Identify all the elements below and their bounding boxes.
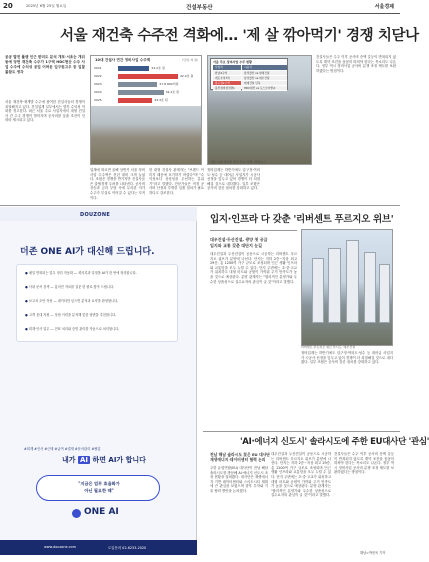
rank-cell-site: 한남4구역 [213, 71, 241, 76]
article2-photo-caption: 리버센트 푸르지오 위브 투시도. 대우건설 [301, 345, 356, 349]
article2-headline: 입지·인프라 다 갖춘 '리버센트 푸르지오 위브' [210, 214, 394, 225]
chart-value-label: 27.8 800억원 [159, 82, 179, 86]
bullet-icon: ● [25, 327, 29, 331]
ad-item: ● 보고서 초안 작성 — 데이터만 넣으면 분석과 요약을 완성합니다. [25, 299, 119, 303]
bullet-icon: ● [25, 285, 29, 289]
ad-logo[interactable]: ONE AI [84, 507, 119, 517]
chart-value-label: 24.3조 원 [154, 98, 168, 102]
apartment-rendering [301, 229, 393, 346]
article1-headline: 서울 재건축 수주전 격화에… '제 살 깎아먹기' 경쟁 치닫나 [60, 28, 419, 44]
chart-bar [118, 98, 152, 103]
masthead: 서울경제 [374, 4, 394, 10]
chart-value-label: 32.2조 원 [165, 90, 179, 94]
rank-cell-builder: HDC현산 vs 포스코이앤씨 [242, 86, 287, 91]
article1-col2: 업계에 따르면 올해 상반기 서울 정비사업 수주액은 전년 대비 크게 늘었다. 조합은 경쟁을 반기지만 건설사들은 출혈경쟁 우려를 나타낸다. 공사비 상승과 금리 부담 속에 무리한 저가 수주가 부실로 이어질 수 있다는 지적이다. [90, 168, 145, 200]
rank-cell-site: 개포우성7차 [213, 76, 241, 81]
tower-shape [364, 252, 376, 323]
rank-cell-site: 용산정비창전면1 [213, 86, 241, 91]
article3-subhead: 전남 해남 솔라시도 찾은 EU 대사단 재생에너지·데이터센터 협력 논의 [210, 452, 270, 463]
photo-caption: 서울 시내 재건축 추진 단지 전경. 연합뉴스 [210, 160, 266, 164]
article3-col3: 건설사들은 수주 이후 공사비 증액 갈등이 반복되지 않도록 계약 조건을 꼼꼼히 따져야 한다는 목소리도 나온다. 정부 역시 정비사업 공사비 분쟁 조정 제도를 보완하겠다는 방침이다. [334, 452, 394, 475]
douzone-ad[interactable] [0, 207, 197, 555]
rank-cell-builder: 삼성물산 vs 대우건설 [242, 76, 287, 81]
section-divider [0, 205, 400, 206]
publication-date: 2025년 6월 25일 월요일 [26, 4, 67, 8]
chart-category-label: 2024 [94, 90, 102, 94]
bubble-text: "지금은 업무 효율화가 아닌 필요한 때" [78, 481, 120, 493]
chart-value-label: 42.4조 원 [180, 74, 194, 78]
page-number: 20 [3, 2, 13, 10]
section-divider [203, 431, 400, 432]
ad-item: ● 매일 반복되는 업무 정리 자동화 — 회의록과 일정을 AI가 한 번에 정리합니다. [25, 271, 137, 275]
article1-col3: 한 대형 건설사 관계자는 "브랜드 이미지 때문에 포기하기 어렵다"며 "수익성보다 상징성을 우선하는 분위기"라고 말했다. 전문가들은 적정 공사비 산정과 투명한 입찰 절차가 필요하다고 강조한다. [149, 168, 204, 195]
rank-cell-builder: 삼성물산 vs 현대건설 [242, 71, 287, 76]
ad-tagline: 내가 AI 하면 AI가 합니다 [62, 456, 146, 464]
rank-head-builder: 시공사 [242, 65, 287, 70]
chart-category-label: 2025 [94, 98, 102, 102]
article1-col4: 정비업계는 하반기에도 압구정·여의도·성수 등 대어급 사업지가 시공사 선정을 앞두고 있어 경쟁이 더 치열해질 것으로 내다봤다. 일부 조합은 공사비 검증 절차를 강화하고 있다. [207, 168, 260, 191]
bullet-icon: ● [25, 299, 29, 303]
chart-bar [118, 82, 157, 87]
article3-byline: 해남=박현욱 기자 [360, 551, 386, 555]
ad-speech-bubble [36, 475, 160, 501]
rank-table-title: 서울 주요 정비사업 수주 현황 [213, 60, 252, 64]
tower-shape [312, 258, 324, 323]
chart-unit-label: (단위: 억 원) [182, 58, 198, 62]
article2-subhead: 대우건설·두산건설, 광양 첫 공급 입지와 교통 갖춘 대단지 눈길 [210, 237, 268, 248]
chart-category-label: 2023 [94, 82, 102, 86]
rank-cell-builder: 현대건설 단독 [242, 81, 287, 86]
article1-col5: 건설사들은 수주 이후 공사비 증액 갈등이 반복되지 않도록 계약 조건을 꼼꼼히 따져야 한다는 목소리도 나온다. 정부 역시 정비사업 공사비 분쟁 조정 제도를 보완하겠다는 방침이다. [316, 55, 396, 73]
tower-shape [379, 264, 390, 323]
page-header [0, 0, 400, 14]
ad-phone: 도입문의 02-6233-2020 [108, 546, 147, 550]
article3-col2: 대우건설과 두산건설이 공동으로 시공하는 리버센트 푸르지오 위브가 분양에 나선다. 단지는 지하 2층~지상 최고 29층, 총 1200여 가구 규모로 조성되며 인근 생활 인프라와 교통망을 모두 누릴 수 있다. 단지 주변에는 초·중·고교가 위치하고 대형 마트와 공원이 가까워 주거 만족도가 높을 것으로 예상된다. 분양 관계자는 "합리적인 분양가와 우수한 상품성으로 실수요자의 관심이 클 것"이라고 말했다. [271, 452, 331, 498]
tower-shape [346, 240, 359, 323]
bullet-icon: ● [25, 313, 29, 317]
article1-col1: 서울 재건축·재개발 수주에 참여한 건설사들의 경쟁이 치열해지고 있다. 건설업계 일부에서는 향후 수익성 악화를 경고한다. 최근 서울 주요 사업지에서 대형 건설사 간 수주 경쟁이 벌어지며 공사비를 낮춘 조건이 잇따라 제시되고 있다. [5, 100, 85, 123]
ad-item: ● 고객 응대 지원 — 상담 이력을 분석해 맞춤 답변을 추천합니다. [25, 313, 117, 317]
article3-headline: 'AI·에너지 신도시' 솔라시도에 주한 EU대사단 '관심' [240, 437, 429, 447]
headline-rule [210, 230, 297, 231]
rank-table [210, 58, 288, 90]
one-ai-logo-icon [72, 509, 81, 518]
tower-shape [328, 248, 341, 323]
ad-brand: DOUZONE [80, 212, 111, 218]
article2-body: 대우건설과 두산건설이 공동으로 시공하는 리버센트 푸르지오 위브가 분양에 나선다. 단지는 지하 2층~지상 최고 29층, 총 1200여 가구 규모로 조성되며 인근 생활 인프라와 교통망을 모두 누릴 수 있다. 단지 주변에는 초·중·고교가 위치하고 대형 마트와 공원이 가까워 주거 만족도가 높을 것으로 예상된다. 분양 관계자는 "합리적인 분양가와 우수한 상품성으로 실수요자의 관심이 클 것"이라고 말했다. [210, 252, 297, 284]
chart-background-photo [91, 106, 201, 164]
bullet-icon: ● [25, 271, 29, 275]
section-name: 건설부동산 [186, 5, 213, 11]
article1-lede: 공공 발전 플랜 인근 한미도 분석 개포·서초는 개위 동에 당면 재건축 수주가 1구역 HDC현산 수주 사업 수주에 수익성 공업 어려운 입구원고우 등 입찰 불참도 생각 [5, 55, 85, 74]
ad-headline: 더존 ONE AI가 대신해 드립니다. [20, 247, 155, 257]
rank-cell-site: 압구정2구역 [213, 81, 241, 86]
ad-feature-panel [16, 264, 178, 342]
ad-item: ● 사내 문서 검색 — 흩어진 자료를 질문 한 줄로 찾아 드립니다. [25, 285, 115, 289]
ad-item: ● 회계·인사 업무 — 전표 처리와 증빙 관리를 자동으로 처리합니다. [25, 327, 120, 331]
article2-body-cont: 정비업계는 하반기에도 압구정·여의도·성수 등 대어급 사업지가 시공사 선정을 앞두고 있어 경쟁이 더 치열해질 것으로 내다봤다. 일부 조합은 공사비 검증 절차를 강화하고 있다. [301, 351, 393, 365]
chart-category-label: 2021 [94, 66, 102, 70]
chart-category-label: 2022 [94, 74, 102, 78]
ad-footer [0, 540, 197, 555]
ad-hashtags: #회계 #인사 #근태 #급여 #결재 #문서관리 #협업 [24, 447, 101, 451]
rank-head-site: 사업지 [213, 65, 241, 70]
chart-value-label: 22.2조 원 [151, 66, 165, 70]
chart-bar [118, 90, 164, 95]
article3-col1: 주한 유럽연합(EU) 대사단이 전남 해남 솔라시도를 방문해 AI·에너지 신도시 조성 현황을 살펴봤다. 대사단은 재생에너지 기반 데이터센터와 스마트시티 계획에 큰 관심을 보였으며 향후 투자와 기술 협력 방안을 논의했다. [210, 466, 268, 493]
chart-bar [118, 74, 178, 79]
chart-bar [118, 66, 149, 71]
ad-url-link[interactable]: www.douzone.com [44, 545, 76, 549]
chart-title: 10대 건설사 연간 정비사업 수주액 [95, 58, 151, 62]
revenue-chart [90, 55, 202, 165]
